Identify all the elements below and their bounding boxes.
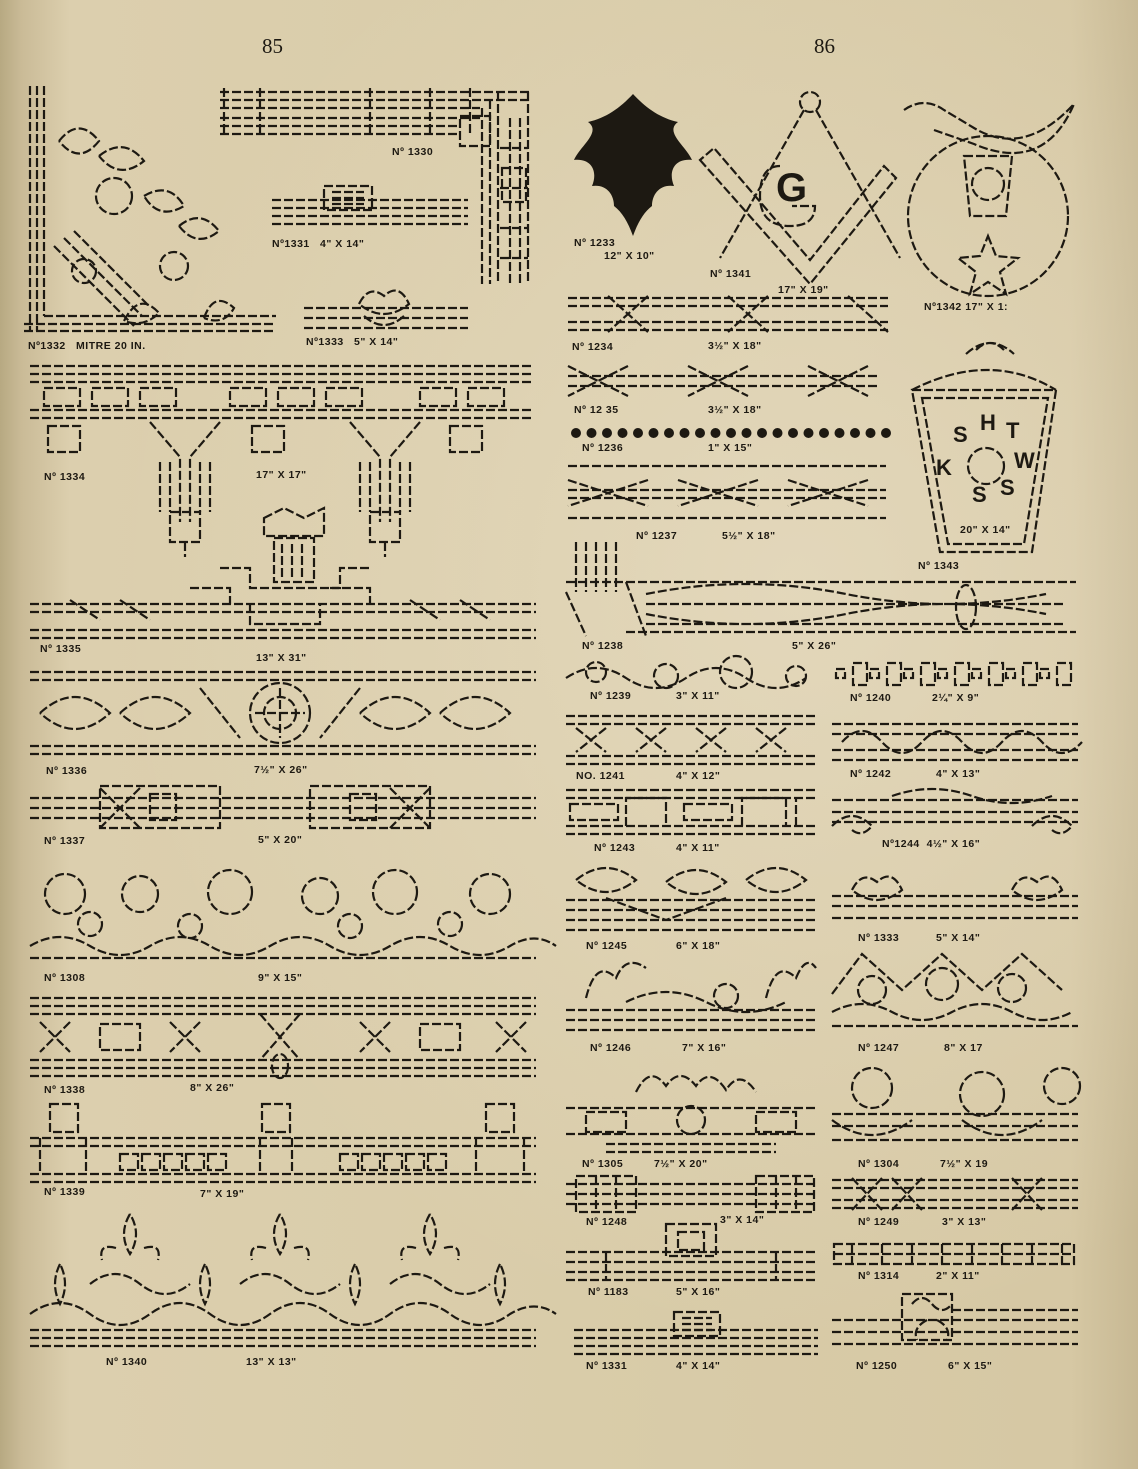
stencil-1337-border [30, 778, 536, 836]
design-1341-size: 17" X 19" [778, 284, 829, 296]
design-1337-size: 5" X 20" [258, 834, 303, 846]
keystone-letter-1: K [936, 455, 952, 480]
design-1243-label: Nº 1243 [594, 842, 636, 854]
design-1248-label: Nº 1248 [586, 1216, 628, 1228]
design-1247-size: 8" X 17 [944, 1042, 983, 1054]
design-1248-size: 3" X 14" [720, 1214, 765, 1226]
stencil-1239-vine [566, 654, 816, 694]
design-1238-size: 5" X 26" [792, 640, 837, 652]
design-1235-size: 3½" X 18" [708, 404, 762, 416]
square-compass-g-icon: G [776, 166, 808, 210]
design-1240-size: 2¼" X 9" [932, 692, 980, 704]
design-1236-size: 1" X 15" [708, 442, 753, 454]
design-1342-label: Nº1342 17" X 1: [924, 301, 1009, 313]
design-1233-size: 12" X 10" [604, 250, 655, 262]
stencil-1246-border [566, 958, 816, 1034]
stencil-1305-border [566, 1064, 816, 1154]
design-1308-size: 9" X 15" [258, 972, 303, 984]
design-1331b-label: Nº 1331 [586, 1360, 628, 1372]
design-1336-label: Nº 1336 [46, 765, 88, 777]
design-1250-size: 6" X 15" [948, 1360, 993, 1372]
stencil-1338-border [30, 994, 536, 1080]
stencil-1242-border [832, 716, 1078, 768]
design-1243-size: 4" X 11" [676, 842, 720, 854]
stencil-1183-border [566, 1222, 816, 1284]
design-1241-label: NO. 1241 [576, 770, 625, 782]
stencil-1244-border [832, 786, 1078, 838]
keystone-letter-6: S [1000, 475, 1015, 500]
keystone-letter-7: S [972, 482, 987, 507]
keystone-letter-5: W [1014, 448, 1035, 473]
design-1330-label: Nº 1330 [392, 146, 434, 158]
design-1238-label: Nº 1238 [582, 640, 624, 652]
design-1183-label: Nº 1183 [588, 1286, 629, 1298]
design-1338-label: Nº 1338 [44, 1084, 86, 1096]
design-1314-label: Nº 1314 [858, 1270, 900, 1282]
design-1239-label: Nº 1239 [590, 690, 632, 702]
design-1339-label: Nº 1339 [44, 1186, 86, 1198]
stencil-1333-band-right [832, 866, 1078, 928]
stencil-1234-border [568, 292, 888, 336]
stencil-1331-band-right [574, 1310, 818, 1356]
stencil-1249-border [832, 1174, 1078, 1214]
design-1245-label: Nº 1245 [586, 940, 628, 952]
stencil-1304-border [832, 1064, 1078, 1154]
design-1337-label: Nº 1337 [44, 835, 86, 847]
design-1247-label: Nº 1247 [858, 1042, 900, 1054]
design-1239-size: 3" X 11" [676, 690, 720, 702]
stencil-1248-border [566, 1174, 816, 1214]
design-1249-label: Nº 1249 [858, 1216, 900, 1228]
design-1336-size: 7½" X 26" [254, 764, 308, 776]
design-1333b-label: Nº 1333 [858, 932, 900, 944]
design-1343-label: Nº 1343 [918, 560, 960, 572]
design-1341-label: Nº 1341 [710, 268, 752, 280]
design-1331a-label: Nº1331 4" X 14" [272, 238, 365, 250]
design-1240-label: Nº 1240 [850, 692, 892, 704]
design-1237-size: 5½" X 18" [722, 530, 776, 542]
design-1241-size: 4" X 12" [676, 770, 721, 782]
stencil-1340-fleur-border [30, 1204, 536, 1354]
design-1305-label: Nº 1305 [582, 1158, 624, 1170]
stencil-1238-border [566, 542, 1076, 636]
keystone-letter-4: T [1006, 418, 1020, 443]
design-1339-size: 7" X 19" [200, 1188, 245, 1200]
keystone-letter-2: S [953, 422, 968, 447]
right-page-number: 86 [814, 34, 835, 58]
stencil-1336-medallion-border [30, 668, 536, 760]
design-1233-label: Nº 1233 [574, 237, 616, 249]
design-1246-size: 7" X 16" [682, 1042, 727, 1054]
design-1242-size: 4" X 13" [936, 768, 981, 780]
design-1333a-label: Nº1333 5" X 14" [306, 336, 399, 348]
stencil-1333-band [304, 284, 468, 332]
design-1334-size: 17" X 17" [256, 469, 307, 481]
design-1249-size: 3" X 13" [942, 1216, 987, 1228]
stencil-1235-border [568, 356, 878, 400]
design-1250-label: Nº 1250 [856, 1360, 898, 1372]
design-1340-size: 13" X 13" [246, 1356, 297, 1368]
stencil-1237-border [568, 460, 886, 526]
design-1246-label: Nº 1246 [590, 1042, 632, 1054]
design-1308-label: Nº 1308 [44, 972, 86, 984]
stencil-1250-border [832, 1290, 1078, 1358]
design-1343-size: 20" X 14" [960, 524, 1011, 536]
design-1234-size: 3½" X 18" [708, 340, 762, 352]
design-1245-size: 6" X 18" [676, 940, 721, 952]
design-1304-size: 7½" X 19 [940, 1158, 989, 1170]
design-1305-size: 7½" X 20" [654, 1158, 708, 1170]
stencil-1343-keystone [906, 334, 1074, 556]
design-1314-size: 2" X 11" [936, 1270, 980, 1282]
design-1335-size: 13" X 31" [256, 652, 307, 664]
design-1234-label: Nº 1234 [572, 341, 614, 353]
design-1244-label: Nº1244 4½" X 16" [882, 838, 981, 850]
stencil-1339-border [30, 1102, 536, 1182]
design-1335-label: Nº 1335 [40, 643, 82, 655]
stencil-1331-band [272, 184, 468, 226]
design-1183-size: 5" X 16" [676, 1286, 721, 1298]
design-1237-label: Nº 1237 [636, 530, 678, 542]
stencil-1342-scimitar-emblem [902, 96, 1074, 300]
stencil-1233-damask [574, 94, 692, 236]
left-page-number: 85 [262, 34, 283, 58]
stencil-1245-border [566, 860, 816, 938]
stencil-1236-dot-band [568, 424, 904, 442]
design-1338-size: 8" X 26" [190, 1082, 235, 1094]
design-1333b-size: 5" X 14" [936, 932, 981, 944]
stencil-1308-floral-border [30, 864, 536, 970]
design-1334-label: Nº 1334 [44, 471, 86, 483]
stencil-1247-border [832, 950, 1078, 1034]
keystone-letter-3: H [980, 410, 996, 435]
design-1235-label: Nº 12 35 [574, 404, 619, 416]
stencil-1314-border [832, 1240, 1078, 1268]
design-1236-label: Nº 1236 [582, 442, 624, 454]
stencil-1241-border [566, 712, 816, 768]
design-1304-label: Nº 1304 [858, 1158, 900, 1170]
design-1331b-size: 4" X 14" [676, 1360, 721, 1372]
stencil-1243-border [566, 786, 816, 838]
design-1340-label: Nº 1340 [106, 1356, 148, 1368]
stencil-1335-stepped-border [30, 508, 536, 650]
stencil-1240-squares [832, 660, 1078, 690]
design-1332-label: Nº1332 MITRE 20 IN. [28, 340, 146, 352]
design-1242-label: Nº 1242 [850, 768, 892, 780]
